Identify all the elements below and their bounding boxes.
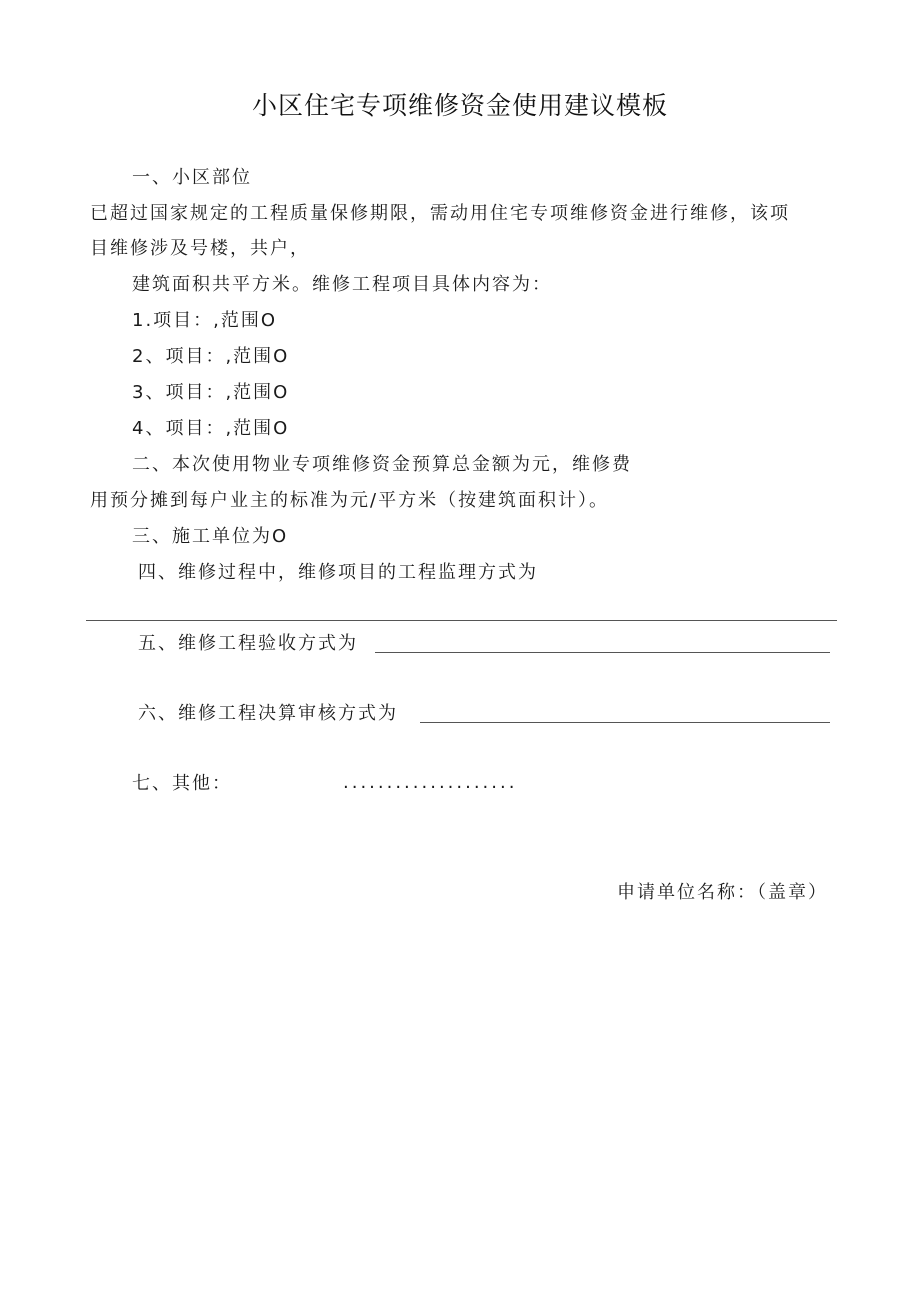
- section1-line1: 已超过国家规定的工程质量保修期限，需动用住宅专项维修资金进行维修，该项: [90, 203, 790, 224]
- section1-heading: 一、小区部位: [132, 167, 252, 188]
- section4-fill-line: [86, 620, 837, 621]
- section5-fill-line: [375, 652, 830, 653]
- section7-dots: ....................: [343, 772, 518, 793]
- section5-text: 五、维修工程验收方式为: [138, 633, 358, 654]
- item-3: 3、项目：,范围O: [132, 382, 290, 403]
- section6-fill-line: [420, 722, 830, 723]
- item-4: 4、项目：,范围O: [132, 418, 290, 439]
- item-1: 1.项目：,范围O: [132, 310, 278, 331]
- signature-line: 申请单位名称：（盖章）: [617, 882, 828, 903]
- section6-text: 六、维修工程决算审核方式为: [138, 703, 398, 724]
- document-title: 小区住宅专项维修资金使用建议模板: [251, 91, 668, 120]
- section1-line2: 目维修涉及号楼，共户，: [90, 238, 310, 259]
- section3-text: 三、施工单位为O: [132, 526, 289, 547]
- section4-text: 四、维修过程中，维修项目的工程监理方式为: [138, 562, 538, 583]
- section2-line1: 二、本次使用物业专项维修资金预算总金额为元，维修费: [132, 454, 632, 475]
- section1-line3: 建筑面积共平方米。维修工程项目具体内容为：: [132, 274, 552, 295]
- section2-line2: 用预分摊到每户业主的标准为元/平方米（按建筑面积计）。: [90, 490, 610, 511]
- section7-label: 七、其他：: [132, 773, 232, 794]
- item-2: 2、项目：,范围O: [132, 346, 290, 367]
